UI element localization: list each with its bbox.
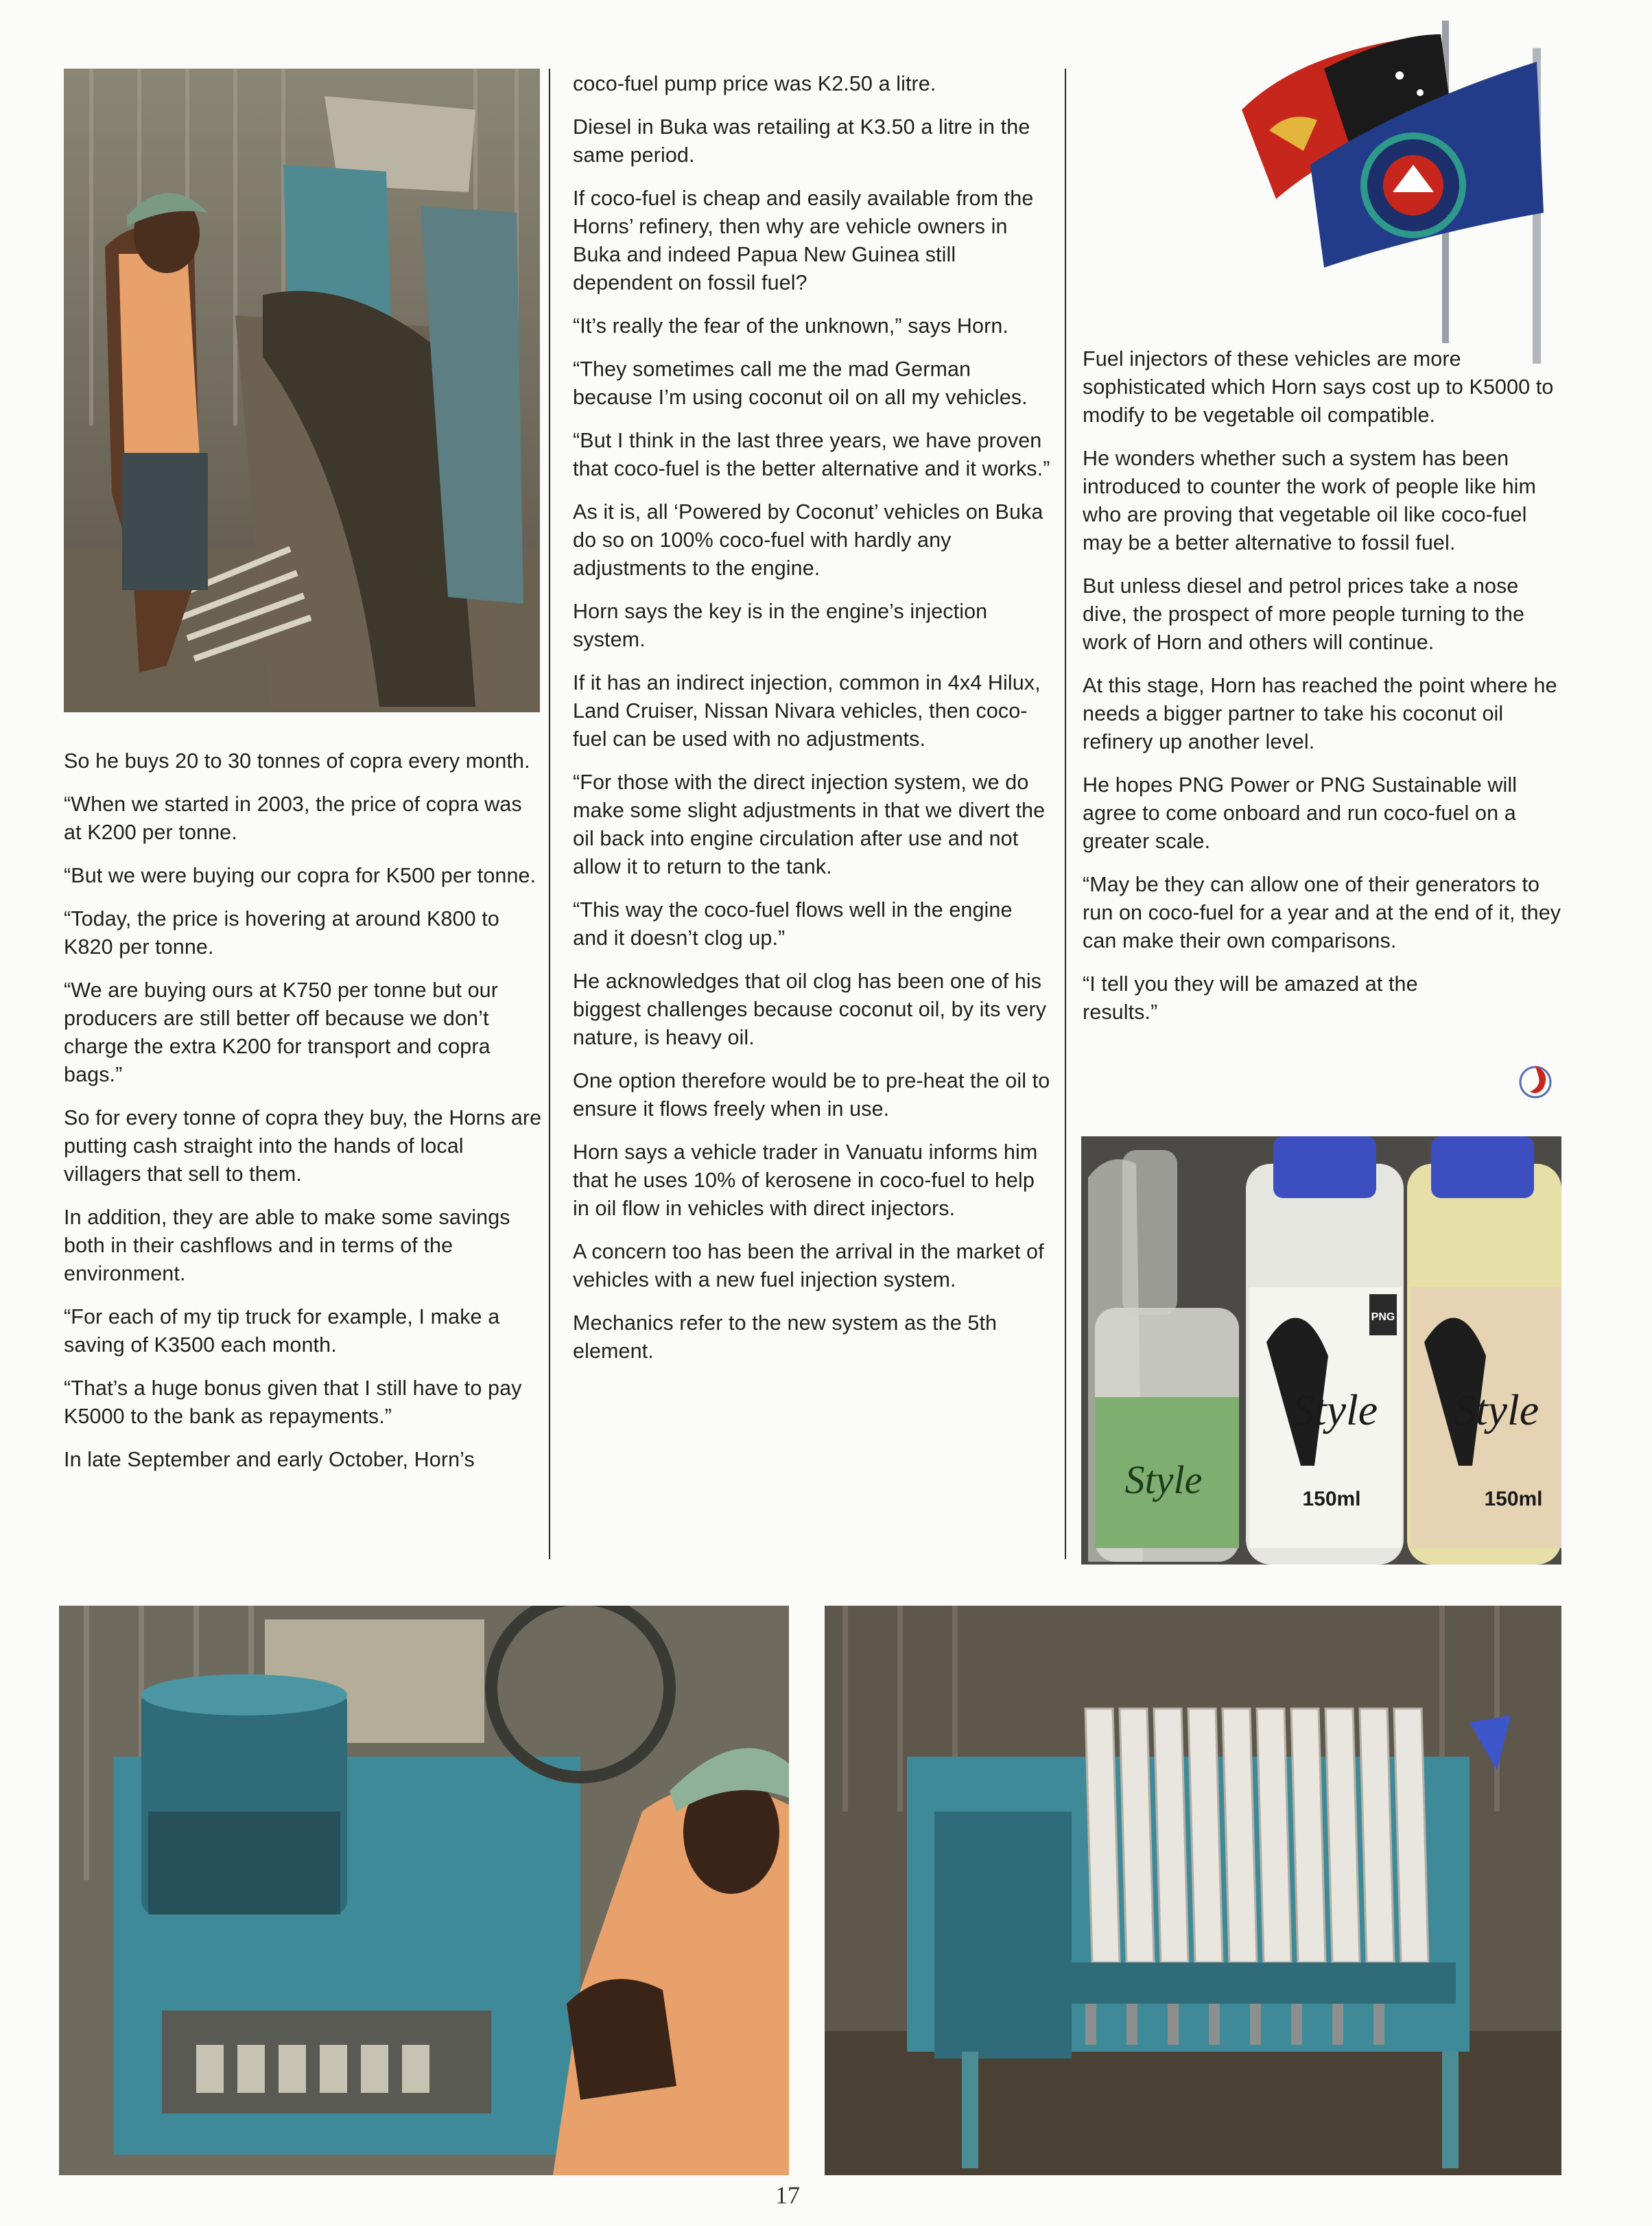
paragraph: Horn says the key is in the engine’s injection system.	[573, 600, 988, 651]
paragraph: Diesel in Buka was retailing at K3.50 a litre in the same period.	[573, 115, 1030, 167]
bottle-3-volume: 150ml	[1484, 1488, 1543, 1510]
article-column-middle	[573, 70, 1053, 1381]
paragraph: “They sometimes call me the mad German because I’m using coconut oil on all my vehicles.	[573, 358, 1028, 409]
paragraph: If it has an indirect injection, common in 4x4 Hilux, Land Cruiser, Nissan Nivara vehicles, then coco-fuel can be used with no adjustments.	[573, 671, 1041, 751]
page-number: 17	[775, 2181, 800, 2209]
photo-worker-grinder	[64, 69, 540, 712]
paragraph: “Today, the price is hovering at around K800 to K820 per tonne.	[64, 907, 499, 959]
article-column-right	[1083, 345, 1566, 1042]
end-of-article-icon	[1515, 1060, 1556, 1101]
paragraph: Horn says a vehicle trader in Vanuatu informs him that he uses 10% of kerosene in coco-fuel to help in oil flow in vehicles with direct injectors.	[573, 1140, 1038, 1220]
photo-coconut-oil-bottles	[1081, 1136, 1561, 1565]
paragraph: At this stage, Horn has reached the point where he needs a bigger partner to take his coconut oil refinery up another level.	[1083, 674, 1557, 753]
paragraph: He wonders whether such a system has been introduced to counter the work of people like him who are proving that vegetable oil like coco-fuel may be a better alternative to fossil fuel.	[1083, 447, 1537, 554]
bottle-2-badge: PNG	[1371, 1311, 1395, 1323]
paragraph: “But we were buying our copra for K500 per tonne.	[64, 864, 536, 887]
paragraph: In late September and early October, Horn’s	[64, 1448, 475, 1471]
bottle-2-volume: 150ml	[1302, 1488, 1361, 1510]
paragraph: “For each of my tip truck for example, I make a saving of K3500 each month.	[64, 1305, 500, 1357]
column-rule-2	[1065, 69, 1066, 1559]
paragraph: “But I think in the last three years, we have proven that coco-fuel is the better alternative and it works.”	[573, 429, 1050, 480]
paragraph: So for every tonne of copra they buy, the Horns are putting cash straight into the hands of local villagers that sell to them.	[64, 1106, 542, 1186]
photo-flags	[1228, 21, 1557, 364]
paragraph: “That’s a huge bonus given that I still have to pay K5000 to the bank as repayments.”	[64, 1376, 522, 1428]
paragraph: If coco-fuel is cheap and easily available from the Horns’ refinery, then why are vehicle owners in Buka and indeed Papua New Guinea still dependent on fossil fuel?	[573, 187, 1034, 294]
paragraph: coco-fuel pump price was K2.50 a litre.	[573, 72, 936, 95]
paragraph: Fuel injectors of these vehicles are more sophisticated which Horn says cost up to K5000 to modify to be vegetable oil compatible.	[1083, 347, 1554, 427]
paragraph: In addition, they are able to make some savings both in their cashflows and in terms of the environment.	[64, 1206, 510, 1285]
paragraph: A concern too has been the arrival in the market of vehicles with a new fuel injection system.	[573, 1240, 1044, 1291]
paragraph: Mechanics refer to the new system as the 5th element.	[573, 1311, 998, 1363]
paragraph: “This way the coco-fuel flows well in the engine and it doesn’t clog up.”	[573, 898, 1013, 950]
paragraph: “When we started in 2003, the price of copra was at K200 per tonne.	[64, 793, 522, 844]
photo-operator-oil-press	[59, 1606, 789, 2175]
column-rule-1	[549, 69, 550, 1559]
paragraph: “For those with the direct injection system, we do make some slight adjustments in that we divert the oil back into engine circulation after use and not allow it to return to the tank.	[573, 771, 1046, 878]
bottle-2-brand: Style	[1292, 1385, 1378, 1434]
bottle-1-brand: Style	[1124, 1457, 1203, 1502]
paragraph: He hopes PNG Power or PNG Sustainable will agree to come onboard and run coco-fuel on a greater scale.	[1083, 773, 1518, 853]
paragraph: But unless diesel and petrol prices take a nose dive, the prospect of more people turning to the work of Horn and others will continue.	[1083, 574, 1525, 654]
photo-filter-press	[825, 1606, 1561, 2175]
paragraph: So he buys 20 to 30 tonnes of copra every month.	[64, 749, 530, 773]
paragraph: He acknowledges that oil clog has been one of his biggest challenges because coconut oil, by its very nature, is heavy oil.	[573, 970, 1047, 1049]
paragraph: As it is, all ‘Powered by Coconut’ vehicles on Buka do so on 100% coco-fuel with hardly any adjustments to the engine.	[573, 500, 1043, 580]
paragraph: “It’s really the fear of the unknown,” says Horn.	[573, 314, 1008, 338]
bottle-3-brand: Style	[1453, 1385, 1539, 1434]
paragraph: One option therefore would be to pre-heat the oil to ensure it flows freely when in use.	[573, 1069, 1050, 1121]
paragraph: “We are buying ours at K750 per tonne but our producers are still better off because we don’t charge the extra K200 for transport and copra bags.”	[64, 979, 498, 1086]
paragraph: “May be they can allow one of their generators to run on coco-fuel for a year and at the end of it, they can make their own comparisons.	[1083, 873, 1561, 952]
article-column-left	[64, 747, 544, 1489]
paragraph: “I tell you they will be amazed at the results.”	[1083, 972, 1418, 1024]
